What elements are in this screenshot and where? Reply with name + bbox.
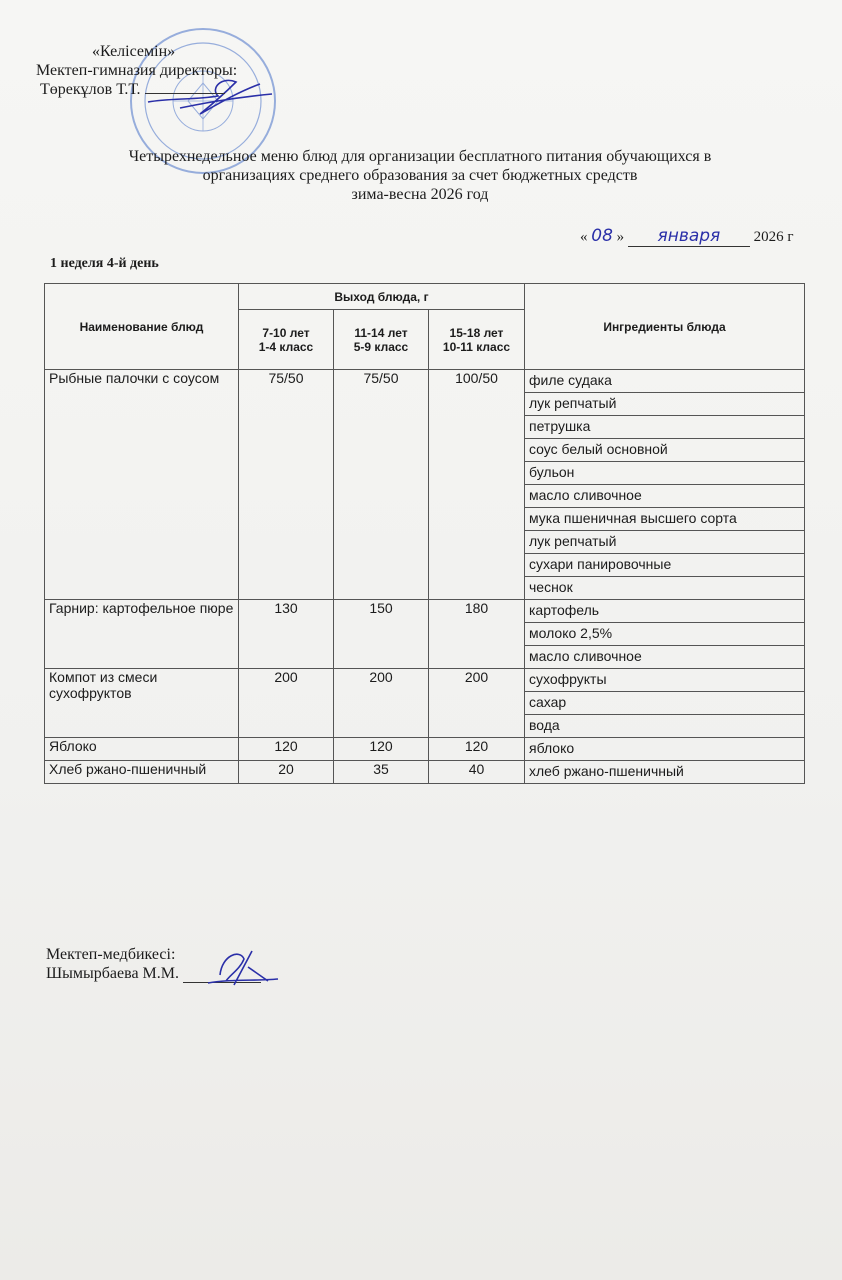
date-day: 08 bbox=[591, 226, 613, 246]
portion-15-18-cell: 40 bbox=[429, 761, 525, 784]
portion-15-18-cell: 200 bbox=[429, 669, 525, 738]
portion-7-10-cell: 120 bbox=[239, 738, 334, 761]
ingredient-cell: хлеб ржано-пшеничный bbox=[525, 761, 805, 784]
ingredient-cell: картофель bbox=[525, 600, 805, 623]
header-age-group-2 bbox=[334, 310, 429, 370]
header-ingredients: Ингредиенты блюда bbox=[525, 284, 805, 370]
dish-name-cell: Яблоко bbox=[45, 738, 239, 761]
medic-position: Мектеп-медбикесі: bbox=[46, 946, 176, 963]
title-line-2: организациях среднего образования за счет бюджетных средств bbox=[202, 167, 638, 184]
table-row bbox=[45, 738, 805, 761]
approval-position: Мектеп-гимназия директоры: bbox=[36, 62, 238, 79]
title-line-3: зима-весна 2026 год bbox=[351, 186, 489, 203]
header-output: Выход блюда, г bbox=[239, 284, 525, 310]
portion-11-14-cell: 150 bbox=[334, 600, 429, 669]
class-3: 10-11 класс bbox=[442, 339, 511, 354]
title-line-1: Четырехнедельное меню блюд для организации бесплатного питания обучающихся в bbox=[128, 148, 712, 165]
portion-7-10-cell: 130 bbox=[239, 600, 334, 669]
portion-15-18-cell: 120 bbox=[429, 738, 525, 761]
ingredient-cell: масло сливочное bbox=[525, 646, 805, 669]
dish-name-cell: Компот из смеси сухофруктов bbox=[45, 669, 239, 738]
ingredient-cell: сахар bbox=[525, 692, 805, 715]
approval-heading: «Келісемін» bbox=[92, 43, 176, 60]
approval-director-name: Төрекұлов Т.Т. bbox=[40, 81, 141, 98]
ingredient-cell: вода bbox=[525, 715, 805, 738]
table-row bbox=[45, 370, 805, 393]
ingredient-cell: молоко 2,5% bbox=[525, 623, 805, 646]
approval-block bbox=[36, 42, 237, 99]
date-year: 2026 г bbox=[753, 229, 794, 245]
ingredient-cell: филе судака bbox=[525, 370, 805, 393]
date-line bbox=[580, 226, 794, 247]
menu-table bbox=[44, 283, 805, 784]
header-age-group-1 bbox=[239, 310, 334, 370]
portion-11-14-cell: 200 bbox=[334, 669, 429, 738]
portion-7-10-cell: 200 bbox=[239, 669, 334, 738]
document-title bbox=[60, 147, 780, 204]
age-3: 15-18 лет bbox=[449, 325, 504, 340]
ingredient-cell: яблоко bbox=[525, 738, 805, 761]
menu-table-body bbox=[45, 370, 805, 784]
ingredient-cell: лук репчатый bbox=[525, 393, 805, 416]
dish-name-cell: Рыбные палочки с соусом bbox=[45, 370, 239, 600]
dish-name-cell: Гарнир: картофельное пюре bbox=[45, 600, 239, 669]
age-2: 11-14 лет bbox=[354, 325, 408, 340]
header-age-group-3 bbox=[429, 310, 525, 370]
class-2: 5-9 класс bbox=[353, 339, 409, 354]
ingredient-cell: чеснок bbox=[525, 577, 805, 600]
medic-signature-icon bbox=[200, 945, 280, 990]
ingredient-cell: сухари панировочные bbox=[525, 554, 805, 577]
ingredient-cell: сухофрукты bbox=[525, 669, 805, 692]
class-1: 1-4 класс bbox=[258, 339, 314, 354]
date-open-quote: « bbox=[580, 229, 588, 245]
portion-15-18-cell: 180 bbox=[429, 600, 525, 669]
ingredient-cell: лук репчатый bbox=[525, 531, 805, 554]
portion-7-10-cell: 75/50 bbox=[239, 370, 334, 600]
table-row bbox=[45, 669, 805, 692]
header-dish-name: Наименование блюд bbox=[45, 284, 239, 370]
date-month: января bbox=[657, 226, 721, 246]
portion-11-14-cell: 120 bbox=[334, 738, 429, 761]
ingredient-cell: мука пшеничная высшего сорта bbox=[525, 508, 805, 531]
table-row bbox=[45, 761, 805, 784]
date-close-quote: » bbox=[616, 229, 625, 245]
ingredient-cell: масло сливочное bbox=[525, 485, 805, 508]
ingredient-cell: соус белый основной bbox=[525, 439, 805, 462]
ingredient-cell: петрушка bbox=[525, 416, 805, 439]
portion-11-14-cell: 75/50 bbox=[334, 370, 429, 600]
week-day-label: 1 неделя 4-й день bbox=[50, 256, 159, 271]
medic-name: Шымырбаева М.М. bbox=[46, 965, 180, 982]
ingredient-cell: бульон bbox=[525, 462, 805, 485]
portion-15-18-cell: 100/50 bbox=[429, 370, 525, 600]
portion-11-14-cell: 35 bbox=[334, 761, 429, 784]
table-row bbox=[45, 600, 805, 623]
dish-name-cell: Хлеб ржано-пшеничный bbox=[45, 761, 239, 784]
portion-7-10-cell: 20 bbox=[239, 761, 334, 784]
age-1: 7-10 лет bbox=[262, 325, 310, 340]
